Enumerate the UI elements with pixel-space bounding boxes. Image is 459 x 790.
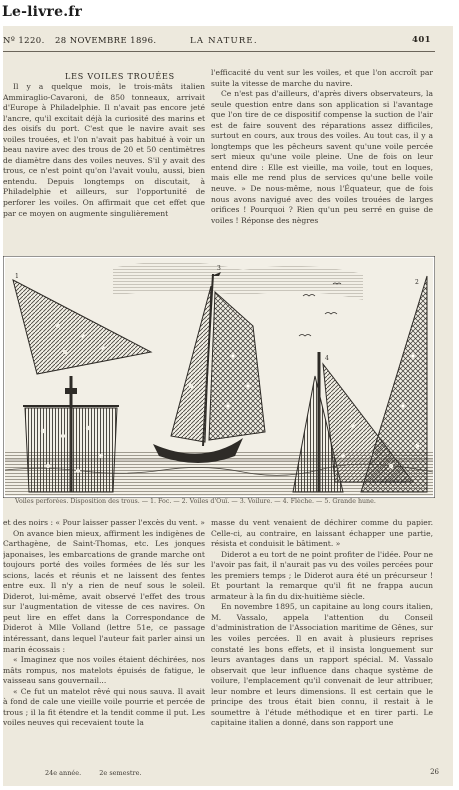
year-label: 24e année. — [45, 769, 82, 777]
column-left-bottom — [3, 518, 205, 766]
running-head — [3, 36, 433, 50]
paragraph: Il y a quelque mois, le trois-mâts italien Ammiraglio-Cavaroni, de 850 tonneaux, arrivait d'Europe à Philadelphie. Il n'avait pas encore jeté l'ancre, qu'il excitait déjà la curiosité des marins et des oisifs du port. C'est que le navire avait ses voiles trouées, et l'on n'avait pas habitué à voir un beau navire avec des trous de 20 et 50 centimètres de diamètre dans des voiles neuves. S'il y avait des trous, ce n'est point qu'on l'avait voulu, aussi, bien entendu. Depuis longtemps on discutait, à Philadelphie et ailleurs, sur l'opportunité de perforer les voiles. On affirmait que cet effet que par ce moyen on augmente singulièrement — [3, 82, 205, 218]
paragraph: En novembre 1895, un capitaine au long cours italien, M. Vassalo, appela l'attention du Conseil d'administration de l'Association maritime de Gênes, sur les voiles percées. Il en avait à plusieurs reprises constaté les bons effets, et il insista longuement sur leurs avantages dans un rapport spécial. M. Vassalo observait que leur influence dans chaque système de voilure, l'emplacement qu'il convenait de leur attribuer, leur nombre et leurs dimensions. Il est certain que le principe des trous était bien connu, il restait à le soumettre à l'étude méthodique et en tirer parti. Le capitaine italien a donné, dans son rapport une — [211, 602, 433, 728]
site-logo: Le-livre.fr — [2, 4, 83, 20]
semester-label: 2e semestre. — [99, 769, 142, 777]
figure-label: 3 — [217, 265, 221, 272]
issue-date: 28 NOVEMBRE 1896. — [55, 36, 157, 46]
paragraph: l'efficacité du vent sur les voiles, et que l'on accroît par suite la vitesse de marche du navire. — [211, 68, 433, 88]
paragraph: masse du vent venaient de déchirer comme du papier. Celle-ci, au contraire, en laissant échapper une partie, résista et conduisit le bâtiment. » — [211, 518, 433, 549]
engraving-figure — [3, 256, 435, 498]
page-number: 401 — [412, 35, 431, 45]
paragraph: « Imaginez que nos voiles étaient déchirées, nos mâts rompus, nos matelots épuisés de fatigue, le vaisseau sans gouvernail... — [3, 655, 205, 686]
magazine-page — [3, 26, 453, 786]
figure-caption: Voiles perforées. Disposition des trous. — 1. Foc. — 2. Voiles d'Ouï. — 3. Voilure. — 4. Flèche. — 5. Grande hune. — [15, 498, 376, 505]
paragraph: « Ce fut un matelot rêvé qui nous sauva. Il avait à fond de cale une vieille voile pourrie et percée de trous ; il la fit étendre et la tendit comme il put. Les voiles neuves qui recevaient toute la — [3, 686, 205, 728]
paragraph: Ce n'est pas d'ailleurs, d'après divers observateurs, la seule question entre dans son application si l'avantage que l'on tire de ce dispositif compense la suction de l'air est de faire souvent des réparations assez difficiles, surtout en cours, aux trous des voiles. Au tout cas, il y a longtemps que les pêcheurs savent qu'une voile percée sert mieux qu'une voile pleine. Une de fois on leur entend dire : Elle est vieille, ma voile, tout en loques, mais elle me rend plus de services qu'une belle voile neuve. » De nous-même, nous l'Équateur, que de fois nous avons navigué avec des voiles trouées de larges orifices ! Pourquoi ? Rien qu'un peu serré en guise de voiles ! Réponse des nègres — [211, 89, 433, 225]
figure-label: 2 — [415, 279, 419, 286]
issue-number: Nº 1220. — [3, 36, 45, 46]
column-left-top — [3, 82, 205, 252]
paragraph: Diderot a eu tort de ne point profiter de l'idée. Pour ne l'avoir pas fait, il n'aurait pas vu des voiles percées pour les premiers temps ; le Diderot aura été un précurseur ! Et pourtant la remarque qu'il fit ne frappa aucun armateur à la fin du dix-huitième siècle. — [211, 549, 433, 601]
signature-number: 26 — [430, 768, 439, 776]
paragraph: On avance bien mieux, affirment les indigènes de Carthagène, de Saint-Thomas, etc. Les jonques japonaises, les embarcations de grande marche ont toujours porté des voiles formées de lés sur les scions, lacés et réunis et ne laissent des fentes entre eux. Il n'y a rien de neuf sous le soleil. Diderot, lui-même, avait observé l'effet des trous sur l'augmentation de vitesse de ces navires. On peut lire en effet dans la Correspondance de Diderot à Mlle Volland (lettre 51e, ce passage intéressant, dans lequel l'auteur fait parler ainsi un marin écossais : — [3, 528, 205, 654]
journal-name: LA NATURE. — [190, 36, 258, 46]
page-footer — [45, 769, 158, 777]
column-right-bottom — [211, 518, 433, 766]
header-rule — [3, 51, 435, 52]
figure-label: 4 — [325, 355, 329, 362]
column-right-top — [211, 68, 433, 254]
paragraph: et des noirs : « Pour laisser passer l'excès du vent. » — [3, 518, 205, 527]
sailing-ships-engraving — [3, 256, 435, 498]
figure-label: 1 — [15, 273, 19, 280]
article-title: LES VOILES TROUÉES — [65, 72, 175, 81]
engraver-credit: Le Naturaliste — [372, 480, 405, 485]
